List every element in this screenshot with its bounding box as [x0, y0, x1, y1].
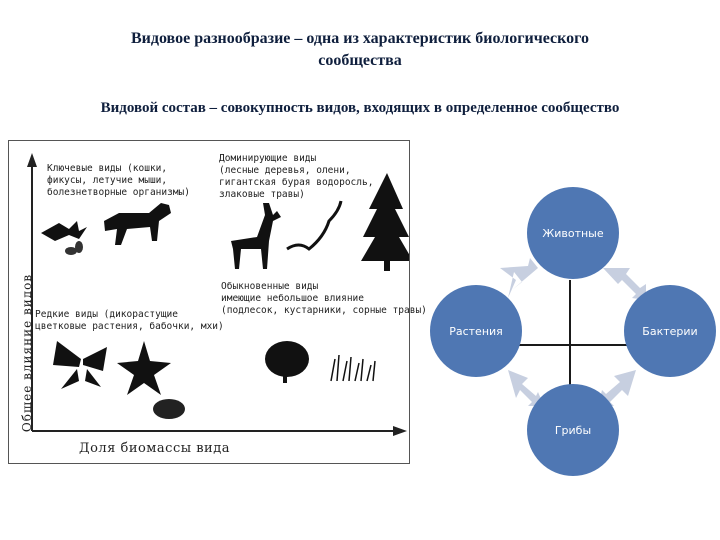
- node-animals-label: Животные: [542, 226, 604, 240]
- common-species-label: Обыкновенные виды имеющие небольшое влияние (подлесок, кустарники, сорные травы): [221, 281, 427, 316]
- node-fungi-label: Грибы: [554, 423, 592, 437]
- node-plants-label: Растения: [449, 324, 503, 338]
- y-axis-label: Общее влияние видов: [20, 273, 34, 433]
- x-axis-label: Доля биомассы вида: [79, 441, 230, 456]
- slide-subtitle: Видовой состав – совокупность видов, входящих в определенное сообщество: [100, 100, 620, 116]
- node-animals: [527, 187, 619, 279]
- title-line-1: Видовое разнообразие – одна из характеристик биологического: [130, 30, 590, 47]
- node-fungi: [527, 384, 619, 476]
- node-bacteria-label: Бактерии: [642, 324, 698, 338]
- title-line-2: сообщества: [318, 52, 402, 69]
- rare-species-label: Редкие виды (дикорастущие цветковые растения, бабочки, мхи): [35, 309, 224, 332]
- node-bacteria: [624, 285, 716, 377]
- double-arrow-top-left: [500, 258, 538, 298]
- key-species-label: Ключевые виды (кошки, фикусы, летучие мыши, болезнетворные организмы): [47, 163, 190, 198]
- dominant-species-label: Доминирующие виды (лесные деревья, олени, гигантская бурая водоросль, злаковые травы): [219, 153, 374, 200]
- cross-lines: [505, 280, 630, 385]
- node-plants: [430, 285, 522, 377]
